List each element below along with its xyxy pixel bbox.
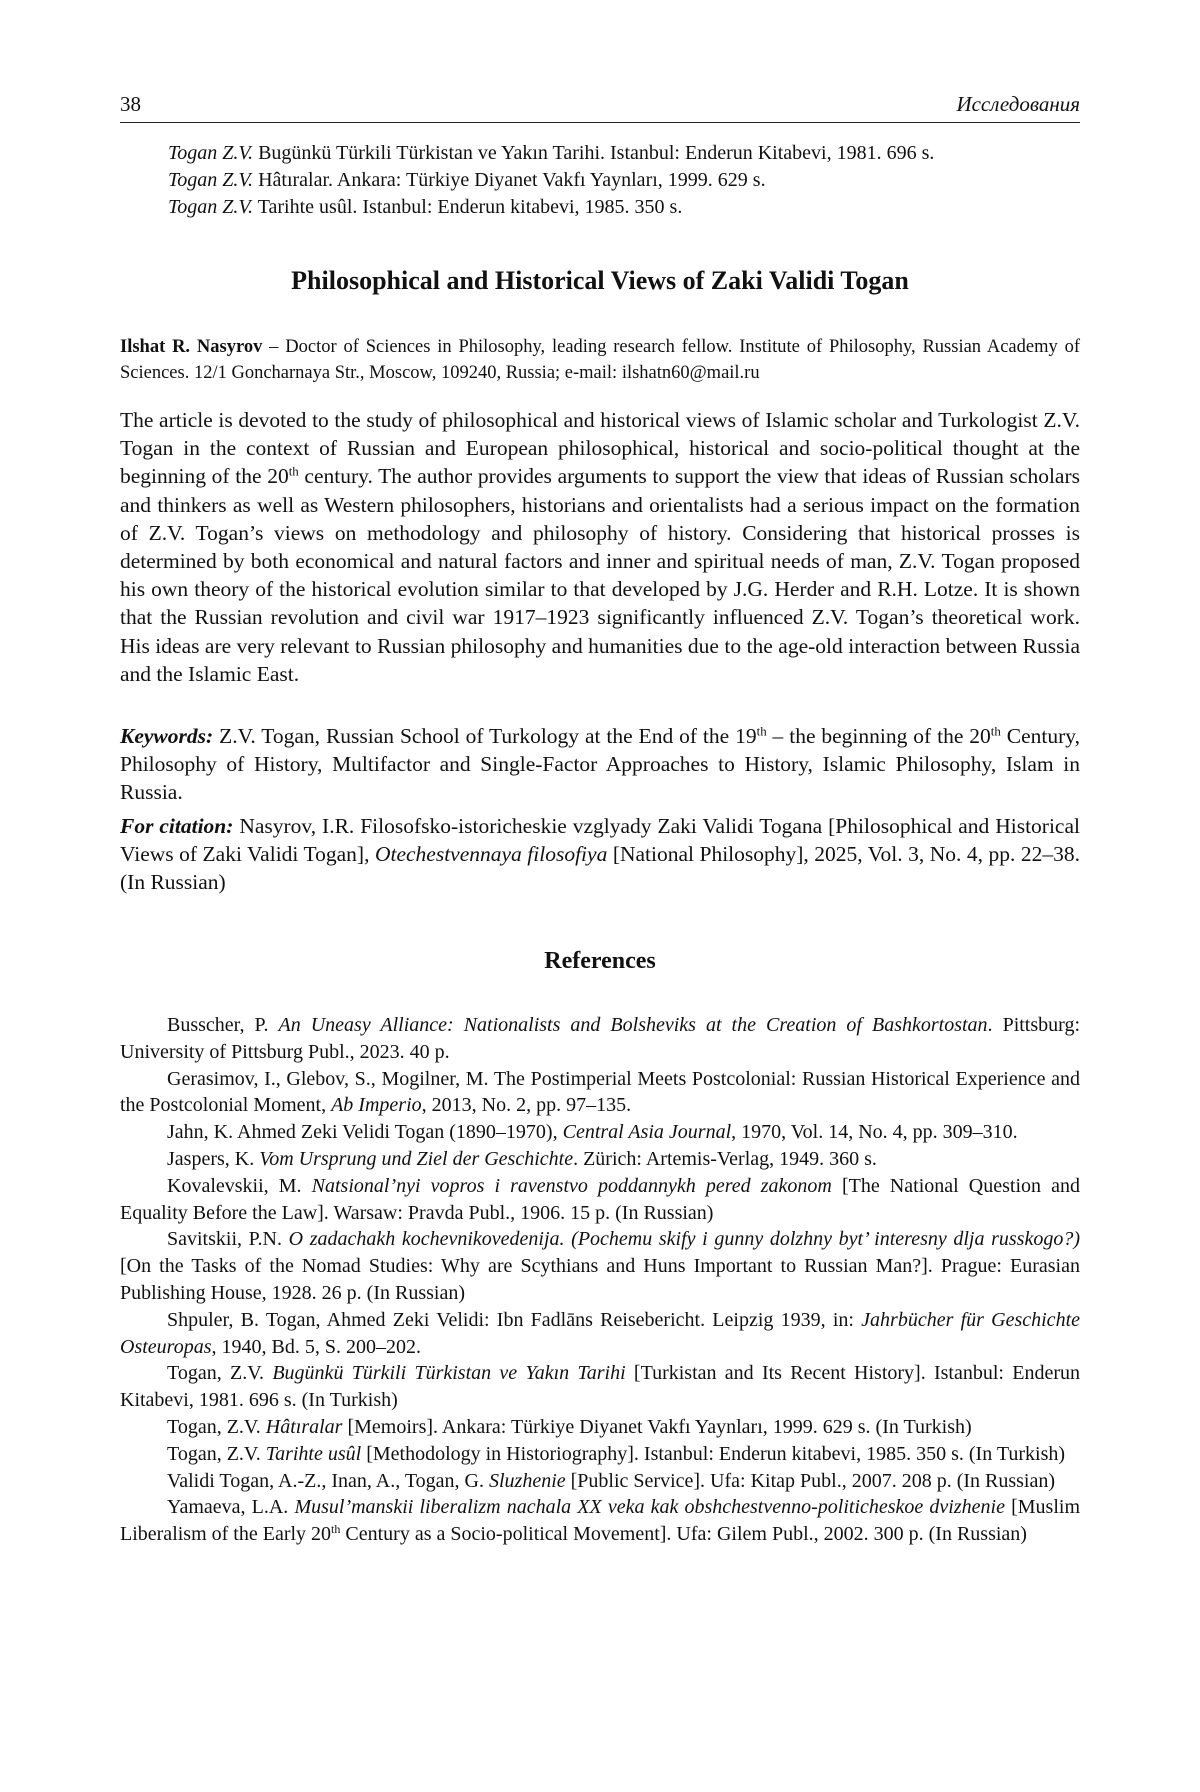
ref-text: Savitskii, P.N. <box>167 1228 289 1251</box>
reference-item <box>120 1226 1080 1306</box>
ref-text: Shpuler, B. Togan, Ahmed Zeki Velidi: Ibn Fadlāns Reisebericht. Leipzig 1939, in: <box>167 1308 862 1331</box>
author-info <box>120 334 1080 386</box>
ref-text: Togan, Z.V. <box>167 1415 266 1438</box>
ref-text-end: , 1970, Vol. 14, No. 4, pp. 309–310. <box>731 1121 1018 1144</box>
ref-text: Togan, Z.V. <box>167 1442 266 1465</box>
page-number: 38 <box>120 92 141 116</box>
ref-superscript: th <box>331 1521 341 1536</box>
keywords-text: Z.V. Togan, Russian School of Turkology at the End of the 19 <box>213 724 757 748</box>
top-ref-author: Togan Z.V. <box>168 169 254 191</box>
abstract-text-cont: century. The author provides arguments to support the view that ideas of Russian scholars and thinkers as well as Western philosophers, historians and orientalists had a serious impact on the formation of Z.V. Togan’s views on methodology and philosophy of history. Considering that historical prosses is determined by both economical and natural factors and inner and spiritual needs of man, Z.V. Togan proposed his own theory of the historical evolution similar to that developed by J.G. Herder and R.H. Lotze. It is shown that the Russian revolution and civil war 1917–1923 significantly influenced Z.V. Togan’s theoretical work. His ideas are very relevant to Russian philosophy and humanities due to the age-old interaction between Russia and the Islamic East. <box>120 464 1080 686</box>
reference-item <box>120 1119 1080 1146</box>
keywords-text-end: Century, Philosophy of History, Multifactor and Single-Factor Approaches to History, Islamic Philosophy, Islam in Russia. <box>120 724 1080 805</box>
top-ref-author: Togan Z.V. <box>168 196 254 218</box>
ref-title: Hâtıralar <box>265 1415 343 1438</box>
reference-item <box>120 1307 1080 1361</box>
keywords-superscript: th <box>756 724 767 739</box>
citation <box>120 812 1080 897</box>
reference-item <box>120 1360 1080 1414</box>
ref-title: Ab Imperio <box>331 1094 422 1117</box>
ref-text: Validi Togan, A.-Z., Inan, A., Togan, G. <box>167 1469 489 1492</box>
ref-text-end: [Memoirs]. Ankara: Türkiye Diyanet Vakfı Yaynları, 1999. 629 s. (In Turkish) <box>342 1415 972 1438</box>
ref-text-end: [Methodology in Historiography]. Istanbul: Enderun kitabevi, 1985. 350 s. (In Turkish) <box>361 1442 1066 1465</box>
author-affiliation: – Doctor of Sciences in Philosophy, leading research fellow. Institute of Philosophy, Russian Academy of Sciences. 12/1 Goncharnaya Str., Moscow, 109240, Russia; e-mail: ilshatn60@mail.ru <box>120 337 1080 383</box>
abstract-superscript: th <box>288 464 299 479</box>
ref-text-end: . Zürich: Artemis-Verlag, 1949. 360 s. <box>573 1147 877 1170</box>
citation-journal: Otechestvennaya filosofiya <box>374 842 608 867</box>
ref-text-end: , 1940, Bd. 5, S. 200–202. <box>211 1335 421 1358</box>
ref-title: An Uneasy Alliance: Nationalists and Bolsheviks at the Creation of Bashkortostan <box>278 1014 988 1036</box>
ref-text-end: [Turkistan and Its Recent History]. Istanbul: Enderun Kitabevi, 1981. 696 s. (In Turkish) <box>120 1362 1080 1412</box>
abstract <box>120 406 1080 688</box>
keywords-label: Keywords: <box>120 724 214 748</box>
author-name: Ilshat R. Nasyrov <box>120 337 263 357</box>
ref-text-end: [Public Service]. Ufa: Kitap Publ., 2007. 208 p. (In Russian) <box>565 1469 1056 1492</box>
article-title: Philosophical and Historical Views of Zaki Validi Togan <box>291 266 909 295</box>
ref-title: Bugünkü Türkili Türkistan ve Yakın Tarihi <box>272 1362 626 1385</box>
citation-text-end: [National Philosophy], 2025, Vol. 3, No. 4, pp. 22–38. (In Russian) <box>120 842 1080 895</box>
ref-text: Kovalevskii, M. <box>167 1174 312 1197</box>
reference-item <box>120 1494 1080 1548</box>
reference-item <box>120 1441 1080 1468</box>
ref-title: O zadachakh kochevnikovedenija. (Pochemu skify i gunny dolzhny byt’ interesny dlja russkogo?) <box>288 1228 1080 1251</box>
ref-title: Central Asia Journal <box>562 1121 732 1144</box>
ref-text-end: [The National Question and Equality Before the Law]. Warsaw: Pravda Publ., 1906. 15 p. (In Russian) <box>120 1174 1081 1224</box>
reference-item <box>120 1066 1080 1120</box>
ref-text: Gerasimov, I., Glebov, S., Mogilner, M. The Postimperial Meets Postcolonial: Russian Historical Experience and the Postcolonial Moment, <box>120 1067 1080 1117</box>
citation-text: Nasyrov, I.R. Filosofsko-istoricheskie vzglyady Zaki Validi Togana [Philosophical and Historical Views of Zaki Validi Togan], <box>120 814 1080 867</box>
reference-item <box>120 1173 1080 1227</box>
abstract-text: The article is devoted to the study of philosophical and historical views of Islamic scholar and Turkologist Z.V. Togan in the context of Russian and European philosophical, historical and socio-political thought at the beginning of the 20 <box>120 408 1080 489</box>
ref-text: Jaspers, K. <box>167 1147 260 1170</box>
running-head: Исследования <box>956 92 1080 116</box>
top-ref-text: Bugünkü Türkili Türkistan ve Yakın Tarihi. Istanbul: Enderun Kitabevi, 1981. 696 s. <box>253 142 935 164</box>
ref-text: Yamaeva, L.A. <box>167 1496 295 1519</box>
ref-title: Musul’manskii liberalizm nachala XX veka kak obshchestvenno-politicheskoe dvizhenie <box>294 1496 1005 1519</box>
ref-text-mid: [Muslim Liberalism of the Early 20 <box>120 1496 1080 1546</box>
top-ref-item <box>168 167 1068 194</box>
citation-label: For citation: <box>120 814 234 838</box>
page-header <box>120 88 1080 123</box>
previous-article-references <box>168 140 1068 221</box>
ref-title: Sluzhenie <box>488 1469 566 1492</box>
reference-item <box>120 1414 1080 1441</box>
ref-text: Busscher, P. <box>167 1014 279 1036</box>
top-ref-item <box>168 194 1068 221</box>
ref-title: Jahrbücher für Geschichte Osteuropas <box>120 1308 1080 1358</box>
reference-item <box>120 1468 1080 1495</box>
keywords-text-cont: – the beginning of the 20 <box>766 724 991 748</box>
ref-title: Tarihte usûl <box>265 1442 362 1465</box>
top-ref-item <box>168 140 1068 167</box>
top-ref-author: Togan Z.V. <box>168 142 254 164</box>
ref-text-end: [On the Tasks of the Nomad Studies: Why are Scythians and Huns Important to Russian Man?]. Prague: Eurasian Publishing House, 1928. 26 p. (In Russian) <box>120 1255 1080 1304</box>
reference-item <box>120 1146 1080 1173</box>
reference-item <box>120 1012 1080 1066</box>
ref-title: Vom Ursprung und Ziel der Geschichte <box>259 1147 574 1170</box>
top-ref-text: Tarihte usûl. Istanbul: Enderun kitabevi, 1985. 350 s. <box>253 196 683 218</box>
references-list <box>120 1012 1080 1548</box>
keywords-superscript: th <box>990 724 1001 739</box>
ref-text-end: . Pittsburg: University of Pittsburg Publ., 2023. 40 p. <box>120 1014 1081 1063</box>
ref-text: Togan, Z.V. <box>167 1362 273 1385</box>
keywords <box>120 722 1080 807</box>
ref-text-end: , 2013, No. 2, pp. 97–135. <box>421 1094 632 1117</box>
ref-text: Jahn, K. Ahmed Zeki Velidi Togan (1890–1970), <box>167 1121 563 1144</box>
top-ref-text: Hâtıralar. Ankara: Türkiye Diyanet Vakfı Yaynları, 1999. 629 s. <box>253 169 766 191</box>
ref-title: Natsional’nyi vopros i ravenstvo poddannykh pered zakonom <box>311 1174 832 1197</box>
references-heading: References <box>544 948 656 974</box>
ref-text-end: Century as a Socio-political Movement]. Ufa: Gilem Publ., 2002. 300 p. (In Russian) <box>340 1523 1027 1546</box>
